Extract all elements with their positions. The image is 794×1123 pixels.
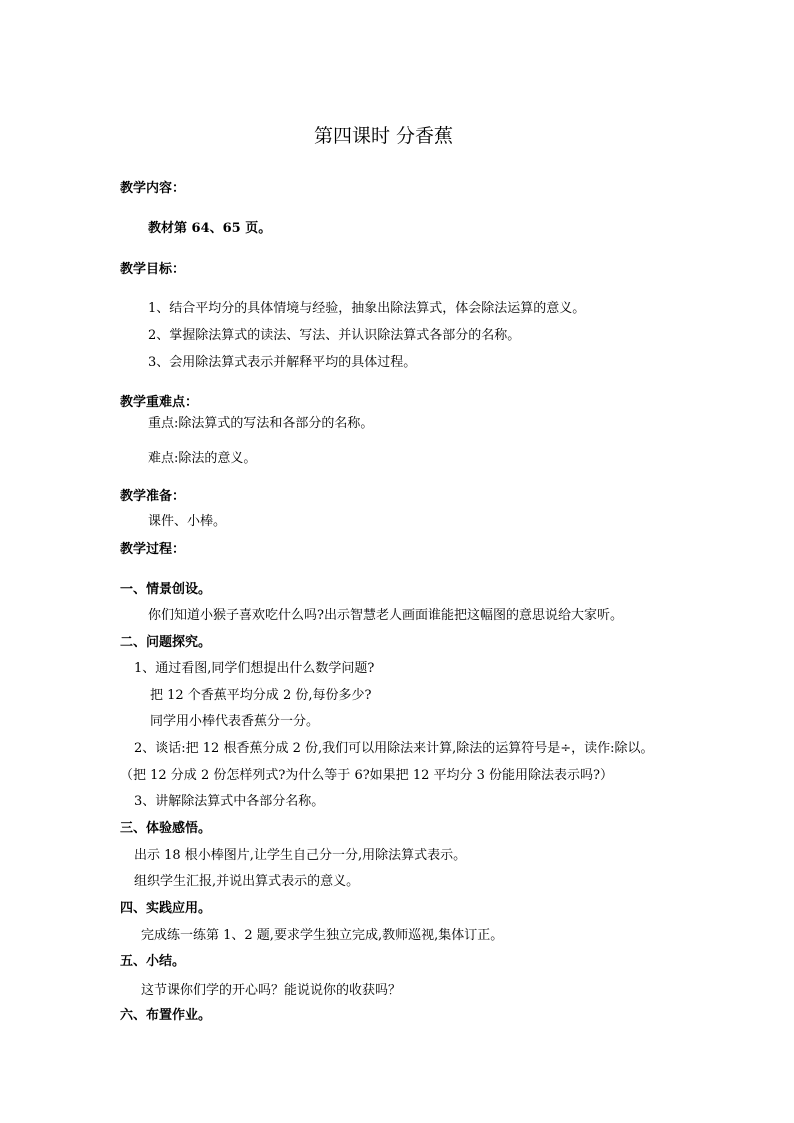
- section-heading: 五、小结。: [120, 954, 186, 969]
- section-text: 出示 18 根小棒图片,让学生自己分一分,用除法算式表示。: [134, 848, 467, 863]
- section-text: 1、通过看图,同学们想提出什么数学问题?: [134, 661, 375, 676]
- section-text: 组织学生汇报,并说出算式表示的意义。: [134, 874, 360, 889]
- keypoint-difficulty: 难点:除法的意义。: [148, 451, 257, 466]
- keypoints-heading: 教学重难点：: [120, 395, 199, 410]
- goals-heading: 教学目标：: [120, 262, 186, 277]
- section-text: 3、讲解除法算式中各部分名称。: [134, 794, 325, 809]
- section-text: 2、谈话:把 12 根香蕉分成 2 份,我们可以用除法来计算,除法的运算符号是÷，读作:除以。: [134, 741, 654, 756]
- section-text: 同学用小棒代表香蕉分一分。: [150, 714, 320, 729]
- prep-heading: 教学准备：: [120, 489, 186, 504]
- section-text: 把 12 个香蕉平均分成 2 份,每份多少?: [150, 688, 372, 703]
- content-text: 教材第 64、65 页。: [148, 221, 272, 236]
- section-text: 完成练一练第 1、2 题,要求学生独立完成,教师巡视,集体订正。: [141, 928, 504, 943]
- section-heading: 六、布置作业。: [120, 1008, 212, 1023]
- section-text: 这节课你们学的开心吗？能说说你的收获吗？: [141, 983, 402, 998]
- keypoint-focus: 重点:除法算式的写法和各部分的名称。: [148, 416, 374, 431]
- prep-text: 课件、小棒。: [148, 514, 227, 529]
- section-text: （把 12 分成 2 份怎样列式?为什么等于 6?如果把 12 平均分 3 份能用除法表示吗?）: [120, 768, 613, 783]
- content-heading: 教学内容：: [120, 181, 186, 196]
- section-heading: 四、实践应用。: [120, 901, 212, 916]
- goal-item: 1、结合平均分的具体情境与经验，抽象出除法算式，体会除法运算的意义。: [148, 301, 586, 316]
- page-title: 第四课时 分香蕉: [314, 125, 454, 147]
- section-heading: 二、问题探究。: [120, 635, 212, 650]
- section-text: 你们知道小猴子喜欢吃什么吗?出示智慧老人画面谁能把这幅图的意思说给大家听。: [148, 608, 623, 623]
- goal-item: 2、掌握除法算式的读法、写法、并认识除法算式各部分的名称。: [148, 328, 521, 343]
- goal-item: 3、会用除法算式表示并解释平均的具体过程。: [148, 355, 417, 370]
- section-heading: 一、情景创设。: [120, 582, 212, 597]
- process-heading: 教学过程：: [120, 542, 186, 557]
- section-heading: 三、体验感悟。: [120, 821, 212, 836]
